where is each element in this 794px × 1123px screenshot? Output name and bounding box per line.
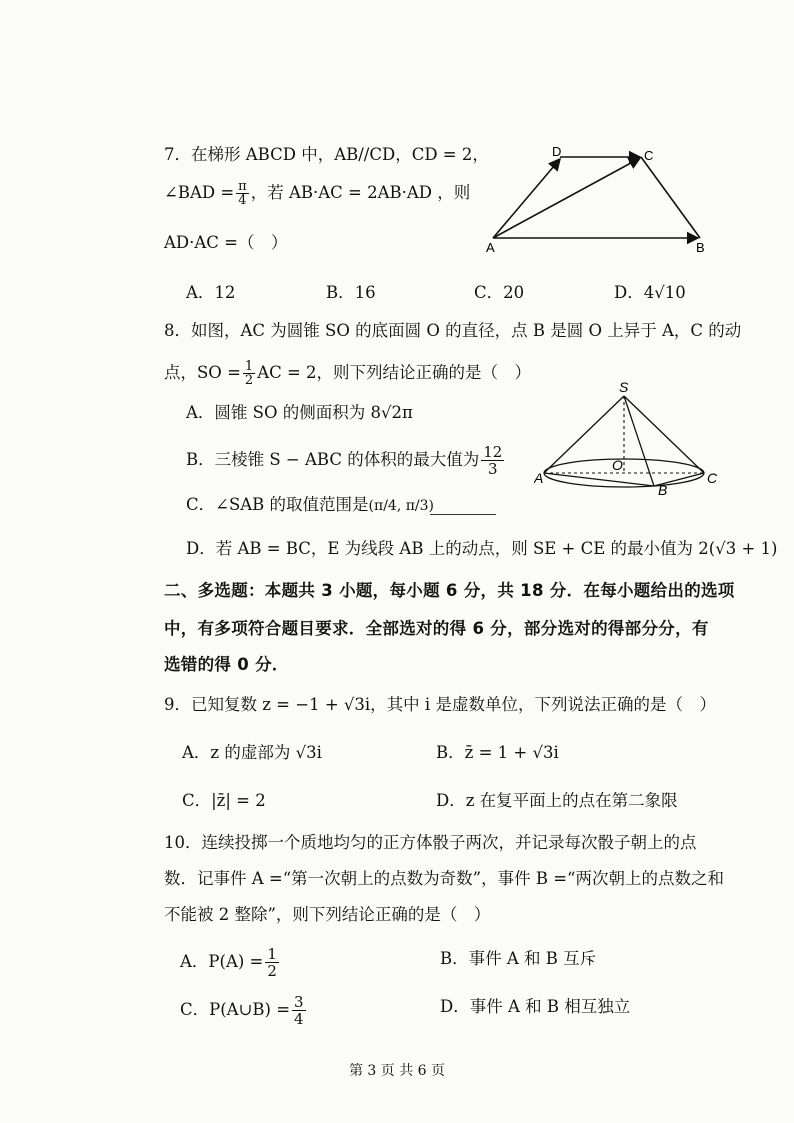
q7-vector-ac (493, 158, 640, 238)
q7-stem-line1: 7．在梯形 ABCD 中，AB//CD，CD = 2， (164, 145, 489, 164)
q8-segment-ab (544, 473, 654, 486)
q8-label-c: C (707, 470, 718, 486)
section2-heading-line2: 中，有多项符合题目要求．全部选对的得 6 分，部分选对的得部分分，有 (164, 619, 709, 638)
q8-option-c-interval: (π/4, π/3) (368, 498, 435, 514)
q8-option-b-fraction: $\frac{12}{3}$ (483, 443, 503, 478)
q7-angle: ∠BAD = (164, 183, 235, 202)
q10-option-b[interactable]: B．事件 A 和 B 互斥 (440, 949, 597, 968)
q8-label-b: B (658, 482, 668, 496)
q7-label-b: B (696, 240, 705, 255)
q9-option-a[interactable]: A．z 的虚部为 √3i (182, 743, 322, 762)
q8-option-c[interactable]: C．∠SAB 的取值范围是(π/4, π/3) (186, 495, 435, 514)
q7-label-d: D (552, 145, 562, 159)
q7-condition: ，若 AB·AC = 2AB·AD ，则 (250, 183, 471, 202)
q7-option-c[interactable]: C．20 (474, 283, 525, 302)
q7-label-a: A (486, 240, 495, 255)
q7-option-a[interactable]: A．12 (186, 283, 236, 302)
q10-option-a-fraction: $\frac{1}{2}$ (267, 945, 277, 980)
q7-vector-ad (493, 159, 560, 238)
q10-option-c[interactable]: C．P(A∪B) = $\frac{3}{4}$ (180, 993, 304, 1028)
q7-trapezoid-figure (478, 145, 718, 257)
q8-option-d[interactable]: D．若 AB = BC，E 为线段 AB 上的动点，则 SE + CE 的最小值为 2(√3 + 1) (186, 539, 778, 558)
q8-option-a[interactable]: A．圆锥 SO 的侧面积为 8√2π (186, 403, 413, 422)
q7-angle-fraction: $\frac{\pi}{4}$ (238, 179, 247, 208)
section2-heading-line1: 二、多选题：本题共 3 小题，每小题 6 分，共 18 分．在每小题给出的选项 (164, 581, 735, 600)
q8-stem-line2: 点，SO = $\frac{1}{2}$ AC = 2，则下列结论正确的是（ ） (164, 359, 532, 388)
q7-stem-line3: AD·AC =（ ） (164, 233, 288, 252)
q8-label-s: S (619, 379, 629, 395)
q10-stem-line1: 10．连续投掷一个质地均匀的正方体骰子两次，并记录每次骰子朝上的点 (164, 833, 697, 852)
q10-stem-line3: 不能被 2 整除”，则下列结论正确的是（ ） (164, 905, 491, 924)
q8-stem-line1: 8．如图，AC 为圆锥 SO 的底面圆 O 的直径，点 B 是圆 O 上异于 A，C 的动 (164, 321, 742, 340)
q7-option-b[interactable]: B．16 (326, 283, 376, 302)
q8-fraction-half: $\frac{1}{2}$ (244, 359, 254, 388)
q10-option-d[interactable]: D．事件 A 和 B 相互独立 (440, 997, 631, 1016)
q7-stem-line2 (164, 180, 470, 207)
q8-label-a: A (534, 470, 544, 486)
q9-stem: 9．已知复数 z = −1 + √3i，其中 i 是虚数单位，下列说法正确的是（ ） (164, 695, 716, 714)
q7-side-cb (641, 157, 700, 238)
page-footer: 第 3 页 共 6 页 (348, 1063, 446, 1079)
q7-option-d[interactable]: D．4√10 (614, 283, 686, 302)
q8-label-o: O (612, 457, 623, 473)
q7-label-c: C (644, 148, 654, 163)
q10-stem-line2: 数．记事件 A =“第一次朝上的点数为奇数”，事件 B =“两次朝上的点数之和 (164, 869, 724, 888)
q8-cone-figure (534, 378, 724, 496)
section2-heading-line3: 选错的得 0 分． (164, 655, 289, 674)
q10-option-c-fraction: $\frac{3}{4}$ (294, 993, 304, 1028)
q10-option-a[interactable]: A．P(A) = $\frac{1}{2}$ (180, 945, 277, 980)
handwritten-underline (430, 514, 496, 515)
q9-option-b[interactable]: B．z̄ = 1 + √3i (436, 743, 559, 762)
q9-option-c[interactable]: C．|z̄| = 2 (182, 791, 266, 810)
q8-option-b[interactable]: B．三棱锥 S − ABC 的体积的最大值为 $\frac{12}{3}$ (186, 443, 503, 478)
q9-option-d[interactable]: D．z 在复平面上的点在第二象限 (436, 791, 678, 810)
